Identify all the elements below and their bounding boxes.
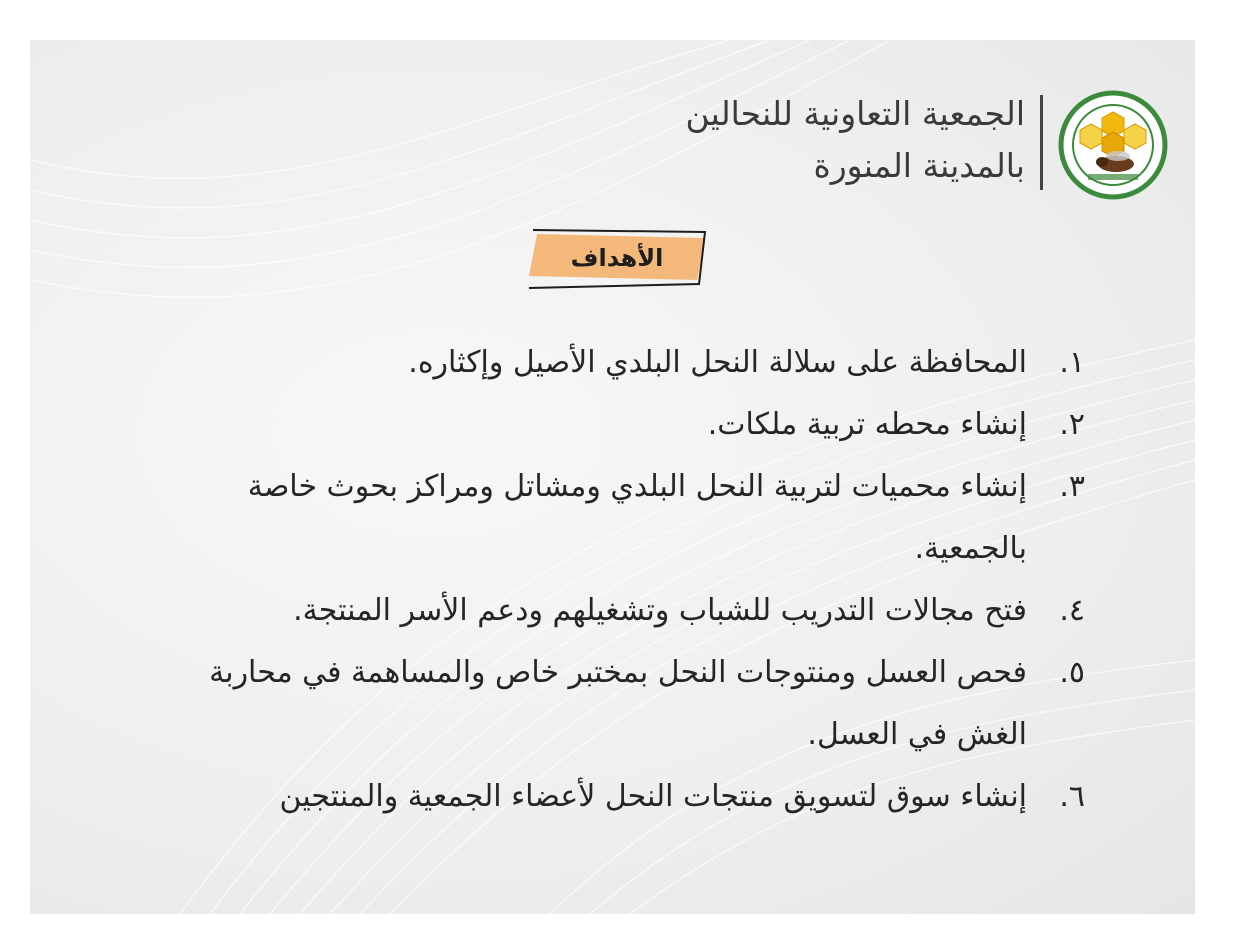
list-item-number: ٤.	[1059, 593, 1085, 628]
slide	[30, 40, 1195, 914]
list-item-number: ٦.	[1059, 779, 1085, 814]
list-item-text: إنشاء سوق لتسويق منتجات النحل لأعضاء الجمعية والمنتجين	[279, 779, 1027, 814]
list-item-number: ٥.	[1059, 655, 1085, 690]
list-item	[145, 394, 1085, 456]
list-item	[145, 332, 1085, 394]
list-item	[145, 580, 1085, 642]
list-item-number: ١.	[1059, 345, 1085, 380]
list-item-text: فحص العسل ومنتوجات النحل بمختبر خاص والمساهمة في محاربة الغش في العسل.	[209, 655, 1027, 752]
list-item-number: ٢.	[1059, 407, 1085, 442]
list-item	[145, 456, 1085, 580]
org-header	[685, 88, 1025, 192]
list-item	[145, 642, 1085, 766]
beekeepers-association-logo-icon	[1058, 90, 1168, 200]
list-item-text: فتح مجالات التدريب للشباب وتشغيلهم ودعم الأسر المنتجة.	[293, 593, 1027, 628]
list-item-number: ٣.	[1059, 469, 1085, 504]
org-name-line2: بالمدينة المنورة	[813, 146, 1025, 185]
goals-list	[145, 332, 1085, 828]
list-item-text: إنشاء محميات لتربية النحل البلدي ومشاتل ومراكز بحوث خاصة بالجمعية.	[247, 469, 1027, 566]
section-title: الأهداف	[570, 244, 664, 272]
org-name-line1: الجمعية التعاونية للنحالين	[685, 94, 1025, 133]
header-divider	[1040, 95, 1043, 190]
list-item-text: إنشاء محطه تربية ملكات.	[707, 407, 1027, 442]
list-item-text: المحافظة على سلالة النحل البلدي الأصيل وإكثاره.	[408, 345, 1027, 380]
list-item	[145, 766, 1085, 828]
